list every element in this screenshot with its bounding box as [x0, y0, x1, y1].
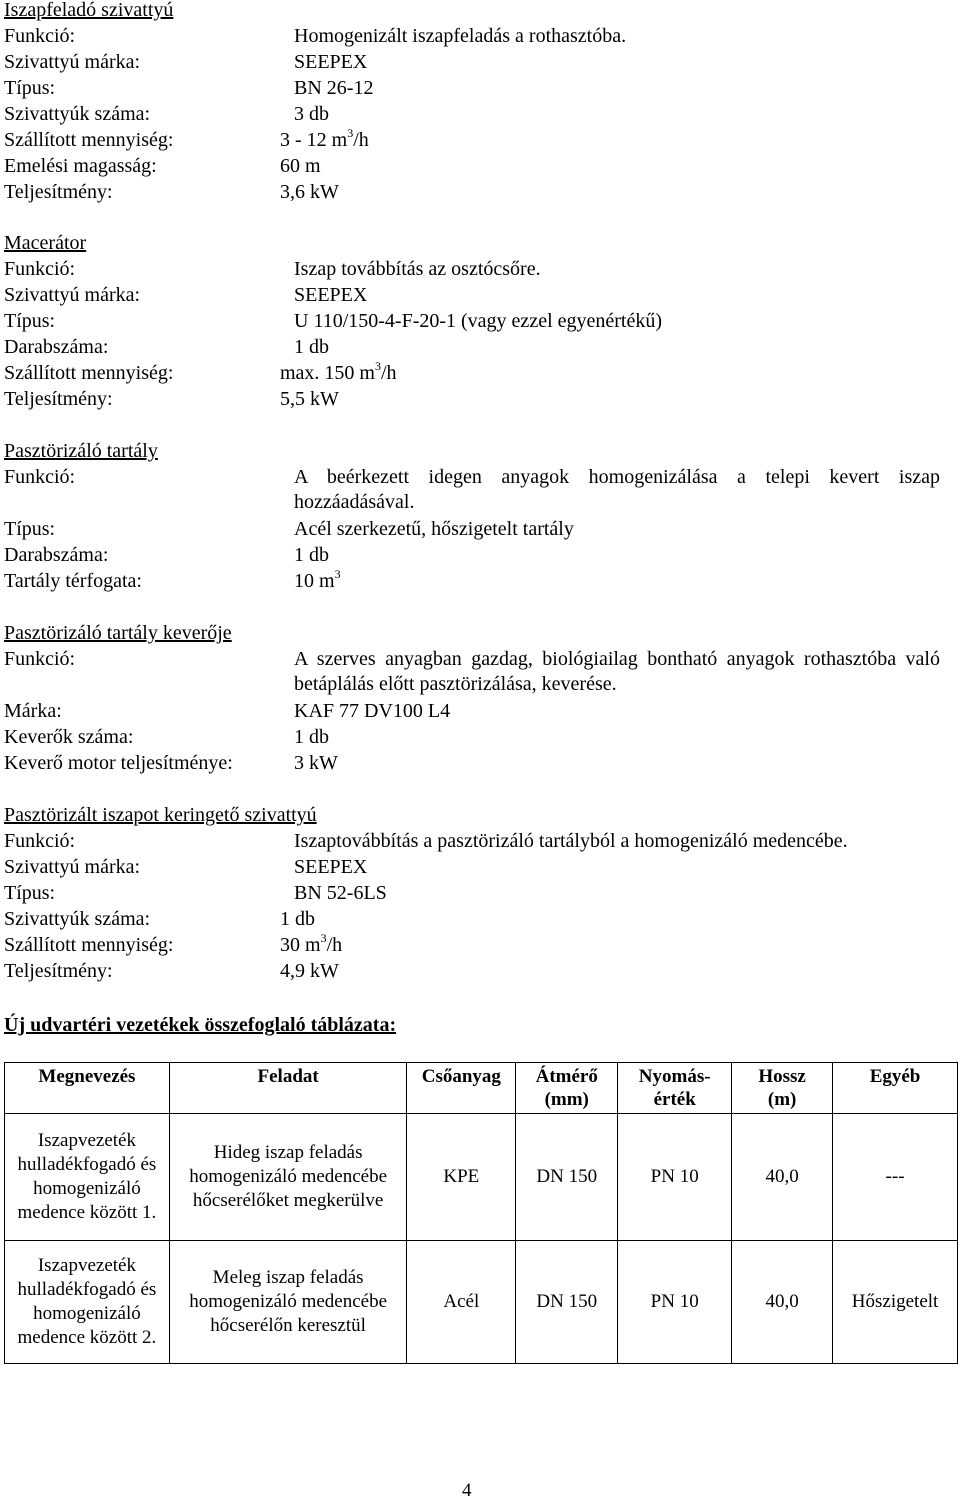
table-header-row	[5, 1063, 958, 1114]
spec-value	[294, 567, 341, 592]
spec-value	[294, 311, 662, 331]
summary-table-title: Új udvartéri vezetékek összefoglaló táblázata:	[4, 1014, 397, 1036]
spec-value	[294, 831, 848, 851]
spec-value-text: A szerves anyagban gazdag, biológiailag bontható anyagok rothasztóba való betáplálás előtt pasztörizálása, keverése.	[294, 648, 940, 695]
cell-diameter: DN 150	[516, 1114, 618, 1241]
spec-label: Keverő motor teljesítménye:	[4, 752, 233, 774]
spec-value-text: BN 52-6LS	[294, 882, 387, 904]
spec-label: Szivattyúk száma:	[4, 908, 151, 930]
spec-value	[280, 126, 369, 151]
col-header-pressure: Nyomás-érték	[618, 1063, 732, 1114]
spec-value	[294, 337, 329, 357]
col-header-name: Megnevezés	[5, 1063, 170, 1114]
col-header-length: Hossz (m)	[732, 1063, 833, 1114]
unit-suffix: /h	[326, 934, 343, 956]
col-header-task: Feladat	[169, 1063, 407, 1114]
spec-value	[294, 78, 373, 98]
spec-value	[294, 285, 367, 305]
section-title: Iszapfeladó szivattyú	[4, 0, 174, 21]
cell-material: Acél	[407, 1241, 516, 1364]
spec-value-text: Homogenizált iszapfeladás a rothasztóba.	[294, 25, 627, 47]
spec-value-text: max. 150 m	[280, 362, 375, 384]
spec-value-text: 4,9 kW	[280, 960, 339, 982]
spec-label: Szivattyúk száma:	[4, 103, 151, 125]
spec-label: Szállított mennyiség:	[4, 362, 174, 384]
spec-label: Típus:	[4, 77, 56, 99]
spec-value	[294, 465, 940, 515]
cell-other: ---	[833, 1114, 958, 1241]
spec-label: Darabszáma:	[4, 336, 109, 358]
spec-value	[294, 753, 338, 773]
cell-diameter: DN 150	[516, 1241, 618, 1364]
spec-label: Tartály térfogata:	[4, 570, 142, 592]
spec-label: Szivattyú márka:	[4, 284, 141, 306]
cell-length: 40,0	[732, 1114, 833, 1241]
col-header-diameter: Átmérő (mm)	[516, 1063, 618, 1114]
cell-name: Iszapvezeték hulladékfogadó és homogenizáló medence között 2.	[5, 1241, 170, 1364]
spec-value-text: 5,5 kW	[280, 388, 339, 410]
spec-value	[294, 701, 450, 721]
spec-value	[280, 389, 339, 409]
spec-value	[294, 857, 367, 877]
cell-other: Hőszigetelt	[833, 1241, 958, 1364]
spec-value	[280, 961, 339, 981]
spec-label: Funkció:	[4, 466, 76, 488]
spec-value-text: SEEPEX	[294, 284, 368, 306]
spec-value-text: 3 - 12 m	[280, 129, 348, 151]
spec-label: Funkció:	[4, 258, 76, 280]
spec-value-text: SEEPEX	[294, 856, 368, 878]
spec-value-text: Iszaptovábbítás a pasztörizáló tartályból a homogenizáló medencébe.	[294, 830, 848, 852]
spec-value-text: 3 kW	[294, 752, 338, 774]
spec-value	[294, 545, 329, 565]
spec-label: Típus:	[4, 518, 56, 540]
table-row	[5, 1241, 958, 1364]
cell-length: 40,0	[732, 1241, 833, 1364]
spec-value-text: 10 m	[294, 570, 335, 592]
spec-value-text: Acél szerkezetű, hőszigetelt tartály	[294, 518, 574, 540]
pipeline-summary-table	[4, 1062, 958, 1364]
spec-value-text: 60 m	[280, 155, 321, 177]
spec-value	[280, 359, 397, 384]
spec-value-text: A beérkezett idegen anyagok homogenizálása a telepi kevert iszap hozzáadásával.	[294, 466, 940, 513]
unit-superscript: 3	[334, 567, 341, 581]
spec-label: Szivattyú márka:	[4, 856, 141, 878]
spec-value	[294, 104, 329, 124]
spec-label: Típus:	[4, 310, 56, 332]
unit-suffix: /h	[381, 362, 397, 384]
spec-label: Márka:	[4, 700, 62, 722]
spec-value-text: 1 db	[294, 544, 329, 566]
spec-label: Típus:	[4, 882, 56, 904]
spec-label: Szivattyú márka:	[4, 51, 141, 73]
spec-value-text: KAF 77 DV100 L4	[294, 700, 451, 722]
spec-value	[294, 519, 574, 539]
spec-label: Teljesítmény:	[4, 960, 113, 982]
spec-value-text: 30 m	[280, 934, 321, 956]
spec-value	[280, 156, 321, 176]
cell-task: Meleg iszap feladás homogenizáló medencébe hőcserélőn keresztül	[169, 1241, 407, 1364]
spec-label: Szállított mennyiség:	[4, 934, 174, 956]
unit-suffix: /h	[353, 129, 369, 151]
unit-superscript: 3	[320, 931, 327, 945]
spec-label: Emelési magasság:	[4, 155, 157, 177]
spec-value-text: SEEPEX	[294, 51, 368, 73]
table-row	[5, 1114, 958, 1241]
section-title: Pasztörizált iszapot keringető szivattyú	[4, 804, 317, 826]
spec-value-text: 1 db	[294, 336, 329, 358]
spec-value-text: Iszap továbbítás az osztócsőre.	[294, 258, 541, 280]
spec-value-text: 1 db	[280, 908, 315, 930]
cell-material: KPE	[407, 1114, 516, 1241]
spec-value	[294, 727, 329, 747]
spec-value	[294, 52, 367, 72]
unit-superscript: 3	[375, 359, 381, 373]
unit-superscript: 3	[347, 126, 354, 140]
spec-value	[294, 26, 626, 46]
spec-label: Szállított mennyiség:	[4, 129, 174, 151]
spec-label: Darabszáma:	[4, 544, 109, 566]
cell-name: Iszapvezeték hulladékfogadó és homogenizáló medence között 1.	[5, 1114, 170, 1241]
spec-value-text: BN 26-12	[294, 77, 374, 99]
section-title: Pasztörizáló tartály	[4, 440, 158, 462]
cell-task: Hideg iszap feladás homogenizáló medencébe hőcserélőket megkerülve	[169, 1114, 407, 1241]
page-number: 4	[462, 1480, 472, 1501]
spec-value	[294, 883, 387, 903]
section-title: Macerátor	[4, 232, 87, 254]
col-header-material: Csőanyag	[407, 1063, 516, 1114]
spec-label: Funkció:	[4, 648, 76, 670]
spec-label: Teljesítmény:	[4, 388, 113, 410]
spec-label: Keverők száma:	[4, 726, 134, 748]
spec-value	[294, 647, 940, 697]
cell-pressure: PN 10	[618, 1241, 732, 1364]
section-title: Pasztörizáló tartály keverője	[4, 622, 232, 644]
spec-label: Funkció:	[4, 830, 76, 852]
spec-value	[280, 182, 339, 202]
spec-value	[280, 909, 315, 929]
spec-value-text: U 110/150-4-F-20-1 (vagy ezzel egyenértékű)	[294, 310, 663, 332]
spec-value-text: 3 db	[294, 103, 329, 125]
cell-pressure: PN 10	[618, 1114, 732, 1241]
spec-value-text: 1 db	[294, 726, 329, 748]
col-header-other: Egyéb	[833, 1063, 958, 1114]
spec-value-text: 3,6 kW	[280, 181, 339, 203]
spec-value	[280, 931, 343, 956]
spec-label: Funkció:	[4, 25, 76, 47]
spec-value	[294, 259, 541, 279]
spec-label: Teljesítmény:	[4, 181, 113, 203]
